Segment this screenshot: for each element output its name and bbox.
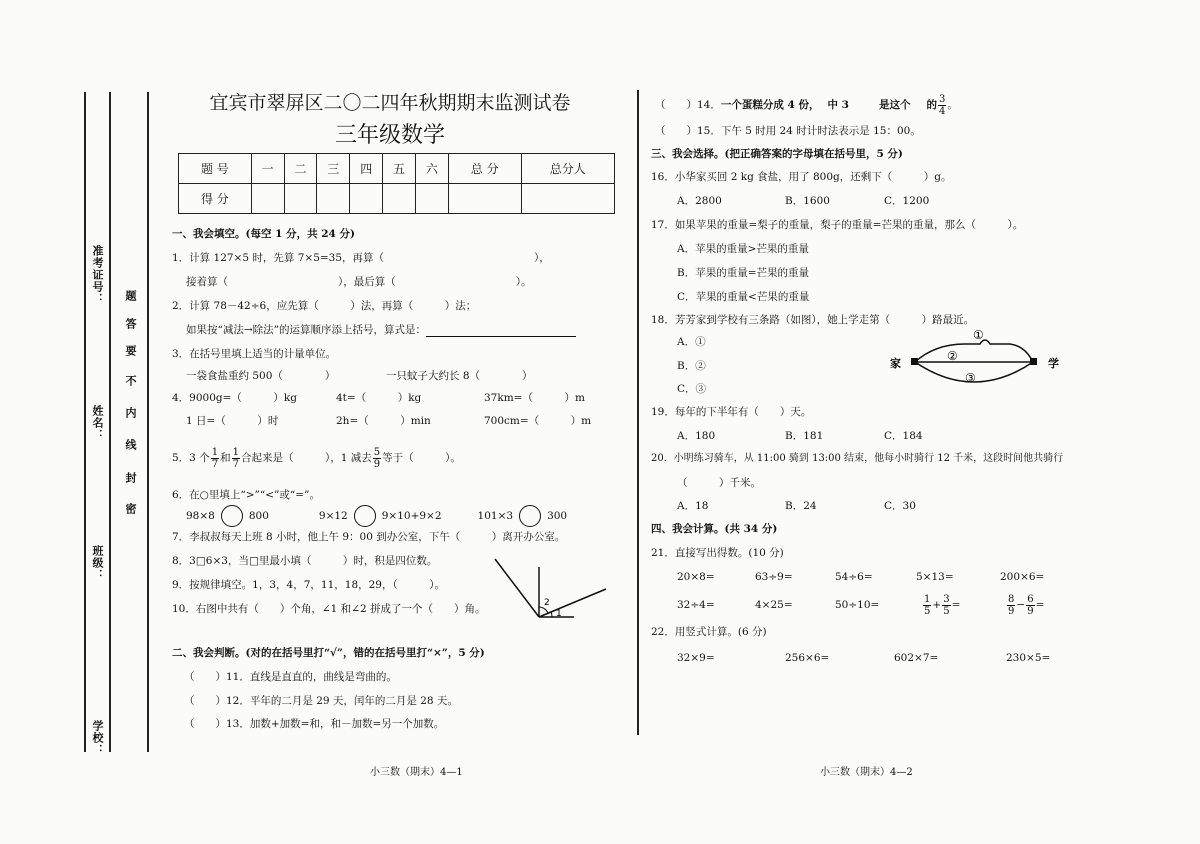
q18-option-c: C．③ xyxy=(677,383,707,395)
score-table-header xyxy=(179,154,615,184)
calc-item: 50÷10= xyxy=(835,599,880,611)
fraction: $\frac{1}{7}$ xyxy=(211,446,219,470)
vertical-calc-item: 256×6= xyxy=(785,652,830,664)
answer-line xyxy=(426,327,576,337)
exam-title: 宜宾市翠屏区二〇二四年秋期期末监测试卷 xyxy=(209,92,571,114)
q13-line: （ ）13．加数+加数=和，和－加数=另一个加数。 xyxy=(184,718,445,730)
q9-line: 9．按规律填空。1，3，4，7，11，18，29，（ ）。 xyxy=(172,579,445,591)
exam-no-label: 准考证号： xyxy=(91,245,104,305)
score-cell[interactable] xyxy=(251,184,284,214)
score-header-cell: 四 xyxy=(350,154,383,184)
score-cell[interactable] xyxy=(284,184,317,214)
calc-item: 63÷9= xyxy=(755,571,793,583)
angle-2-label: 2 xyxy=(544,598,550,608)
q3a: 一袋食盐重约 500（ ） xyxy=(186,370,336,382)
score-cell[interactable] xyxy=(383,184,416,214)
q5-line: 5．3 个 $\frac{1}{7}$ 和 $\frac{1}{7}$ 合起来是（ ），1 减去 $\frac{5}{9}$ 等于（ ）。 xyxy=(172,446,461,470)
q17-option-b: B．苹果的重量=芒果的重量 xyxy=(677,267,810,279)
q17-option-c: C．苹果的重量<芒果的重量 xyxy=(677,291,810,303)
score-table-row xyxy=(179,184,615,214)
seal-char-2: 封 xyxy=(124,472,137,483)
seal-char-5: 不 xyxy=(124,375,137,386)
section-1-heading: 一、我会填空。(每空 1 分，共 24 分) xyxy=(172,228,355,240)
score-header-cell: 五 xyxy=(383,154,416,184)
q1-line2: 接着算（ ），最后算（ ）。 xyxy=(186,276,532,288)
score-header-cell: 六 xyxy=(415,154,448,184)
q4f: 700cm=（ ）m xyxy=(484,415,592,427)
score-cell[interactable] xyxy=(350,184,383,214)
compare-circle[interactable] xyxy=(354,505,376,527)
q18-option-a: A．① xyxy=(677,336,706,348)
school-label: 学 xyxy=(1048,357,1059,370)
section-3-heading: 三、我会选择。(把正确答案的字母填在括号里，5 分) xyxy=(651,148,903,160)
class-label: 班级： xyxy=(91,545,104,581)
score-header-cell: 一 xyxy=(251,154,284,184)
page-footer-right: 小三数（期末）4—2 xyxy=(820,767,913,778)
q12-line: （ ）12．平年的二月是 29 天，闰年的二月是 28 天。 xyxy=(184,695,458,707)
q14-line: （ ）14．一个蛋糕分成 4 份， 中 3 是这个 的 $\frac{3}{4}$ 。 xyxy=(655,93,958,117)
q17-option-a: A．苹果的重量>芒果的重量 xyxy=(677,243,809,255)
q4a: 4．9000g=（ ）kg xyxy=(172,392,298,404)
q4e: 2h=（ ）min xyxy=(336,415,431,427)
q2-line2: 如果按“减法→除法”的运算顺序添上括号，算式是： xyxy=(186,323,576,337)
score-cell[interactable] xyxy=(521,184,614,214)
q21-line: 21．直接写出得数。(10 分) xyxy=(651,547,784,559)
q20-option-c: C．30 xyxy=(884,500,916,512)
angle-1-label: 1 xyxy=(556,609,562,619)
seal-char-6: 要 xyxy=(124,345,137,356)
score-header-cell: 二 xyxy=(284,154,317,184)
q19-option-c: C．184 xyxy=(884,430,923,442)
seal-char-8: 题 xyxy=(124,290,137,301)
q16-option-a: A．2800 xyxy=(677,195,722,207)
calc-item: 4×25= xyxy=(755,599,793,611)
page-footer-left: 小三数（期末）4—1 xyxy=(370,767,463,778)
calc-item: 20×8= xyxy=(677,571,715,583)
q16-option-b: B．1600 xyxy=(785,195,830,207)
score-cell[interactable] xyxy=(415,184,448,214)
fraction: $\frac{3}{4}$ xyxy=(938,93,946,117)
calc-item: 200×6= xyxy=(1000,571,1045,583)
q8-line: 8．3□6×3，当□里最小填（ ）时，积是四位数。 xyxy=(172,555,438,567)
q10-line: 10．右图中共有（ ）个角，∠1 和∠2 拼成了一个（ ）角。 xyxy=(172,603,486,615)
vertical-calc-item: 32×9= xyxy=(677,652,715,664)
q18-line: 18．芳芳家到学校有三条路（如图），她上学走第（ ）路最近。 xyxy=(651,314,975,326)
q16-line: 16．小华家买回 2 kg 食盐，用了 800g，还剩下（ ）g。 xyxy=(651,171,952,183)
name-label: 姓名： xyxy=(91,405,104,441)
calc-item: 5×13= xyxy=(916,571,954,583)
section-2-heading: 二、我会判断。(对的在括号里打“√”，错的在括号里打“×”，5 分) xyxy=(172,647,485,659)
route-2-label: ② xyxy=(947,349,958,363)
fraction: $\frac{8}{9}$ xyxy=(1008,593,1015,617)
q15-line: （ ）15．下午 5 时用 24 时计时法表示是 15：00。 xyxy=(655,125,921,137)
fraction: $\frac{5}{9}$ xyxy=(373,446,381,470)
q20-line2: （ ）千米。 xyxy=(677,477,761,489)
q19-line: 19．每年的下半年有（ ）天。 xyxy=(651,406,812,418)
calc-item-fraction: $\frac{1}{5}$ + $\frac{3}{5}$ = xyxy=(924,593,961,617)
score-header-cell: 总 分 xyxy=(448,154,521,184)
route-1-label: ① xyxy=(973,328,984,342)
page-divider xyxy=(637,90,639,735)
q6-comparisons: 98×8 800 9×12 9×10+9×2 101×3 300 xyxy=(186,504,567,528)
seal-char-1: 密 xyxy=(124,503,137,514)
section-4-heading: 四、我会计算。(共 34 分) xyxy=(651,523,778,535)
margin-line-mid xyxy=(109,92,111,752)
school-label: 学校： xyxy=(91,720,104,756)
seal-char-4: 内 xyxy=(124,407,137,418)
q18-option-b: B．② xyxy=(677,360,706,372)
route-3-label: ③ xyxy=(965,371,976,385)
compare-circle[interactable] xyxy=(519,505,541,527)
score-cell[interactable] xyxy=(448,184,521,214)
fraction: $\frac{3}{5}$ xyxy=(943,593,950,617)
fraction: $\frac{1}{7}$ xyxy=(232,446,239,470)
q11-line: （ ）11．直线是直直的，曲线是弯曲的。 xyxy=(184,671,397,683)
margin-line-inner xyxy=(147,92,149,752)
margin-line-outer xyxy=(84,92,86,752)
q4d: 1 日=（ ）时 xyxy=(186,415,279,427)
q22-line: 22．用竖式计算。(6 分) xyxy=(651,626,767,638)
score-row-label: 得 分 xyxy=(179,184,252,214)
angle-figure xyxy=(490,555,615,625)
q16-option-c: C．1200 xyxy=(884,195,930,207)
calc-item-fraction: $\frac{8}{9}$ − $\frac{6}{9}$ = xyxy=(1008,593,1045,617)
score-header-cell: 三 xyxy=(317,154,350,184)
q20-line1: 20．小明练习骑车，从 11:00 骑到 13:00 结束，他每小时骑行 12 千米，这段时间他共骑行 xyxy=(651,453,1064,464)
fraction: $\frac{6}{9}$ xyxy=(1027,593,1034,617)
route-figure xyxy=(885,326,1070,388)
home-label: 家 xyxy=(890,357,901,370)
exam-subtitle: 三年级数学 xyxy=(334,123,445,148)
compare-circle[interactable] xyxy=(221,505,243,527)
q2-line1: 2．计算 78－42÷6，应先算（ ）法，再算（ ）法； xyxy=(172,300,477,312)
score-header-cell: 题 号 xyxy=(179,154,252,184)
calc-item: 32÷4= xyxy=(677,599,715,611)
q19-option-a: A．180 xyxy=(677,430,716,442)
seal-char-3: 线 xyxy=(124,439,137,450)
q7-line: 7．李叔叔每天上班 8 小时，他上午 9：00 到办公室，下午（ ）离开办公室。 xyxy=(172,531,566,543)
score-cell[interactable] xyxy=(317,184,350,214)
vertical-calc-item: 230×5= xyxy=(1006,652,1051,664)
vertical-calc-item: 602×7= xyxy=(894,652,939,664)
score-header-cell: 总分人 xyxy=(521,154,614,184)
q3b: 一只蚊子大约长 8（ ） xyxy=(386,370,533,382)
q20-option-b: B．24 xyxy=(785,500,817,512)
q4b: 4t=（ ）kg xyxy=(336,392,422,404)
fraction: $\frac{1}{5}$ xyxy=(924,593,931,617)
score-table xyxy=(178,153,615,214)
q3-line: 3．在括号里填上适当的计量单位。 xyxy=(172,348,337,360)
seal-char-7: 答 xyxy=(124,318,137,329)
q20-option-a: A．18 xyxy=(677,500,709,512)
q4c: 37km=（ ）m xyxy=(484,392,585,404)
q1-line1: 1．计算 127×5 时，先算 7×5=35，再算（ ）， xyxy=(172,252,550,264)
q17-line: 17．如果苹果的重量=梨子的重量，梨子的重量=芒果的重量，那么（ ）。 xyxy=(651,219,1024,231)
q6-line: 6．在○里填上“>”“<”或“=”。 xyxy=(172,489,320,501)
q19-option-b: B．181 xyxy=(785,430,824,442)
calc-item: 54÷6= xyxy=(835,571,873,583)
